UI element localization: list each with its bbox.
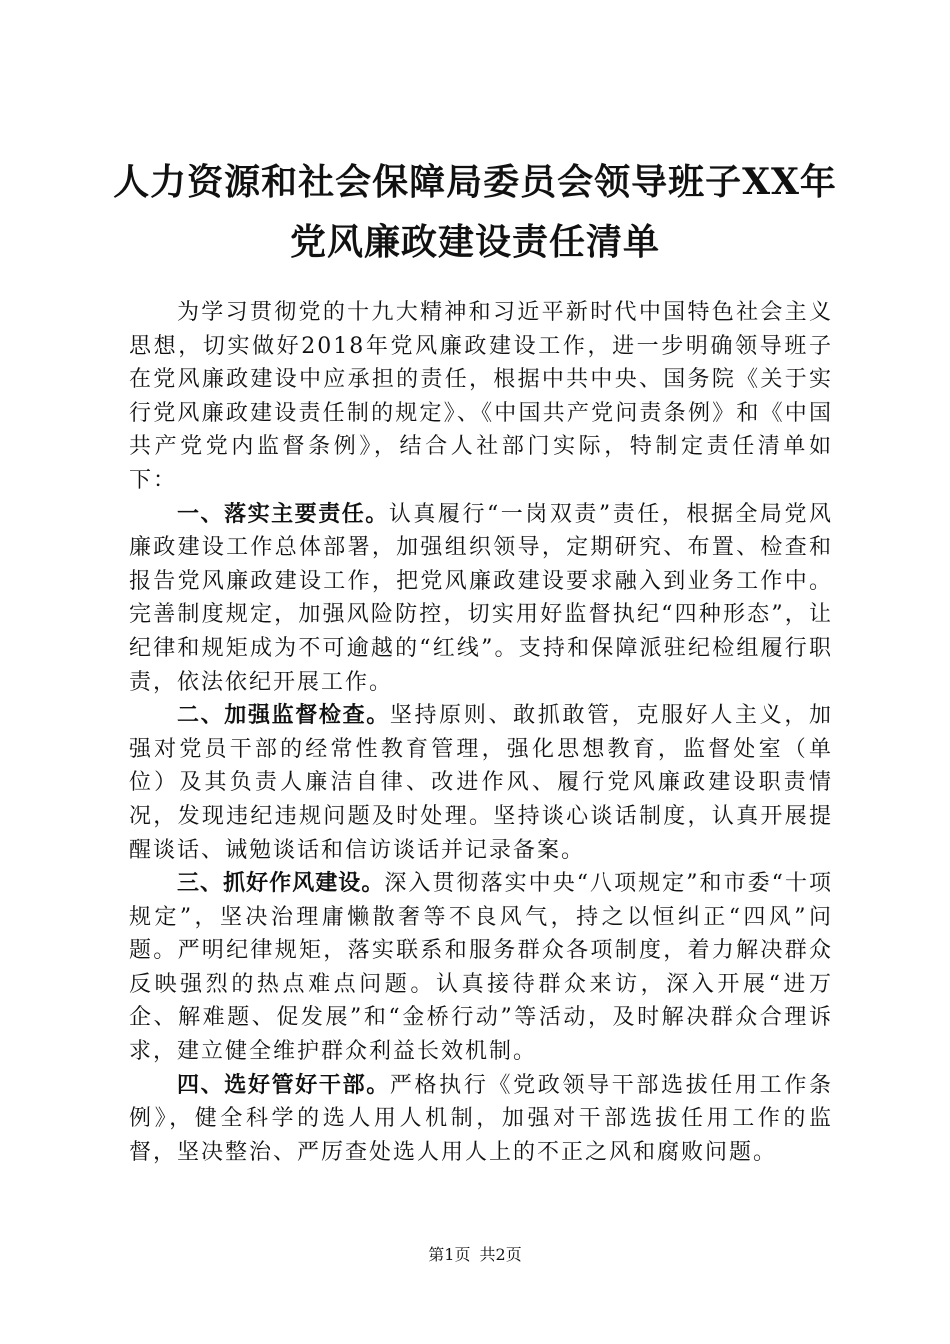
document-body [129, 296, 833, 1169]
section-heading-1: 一、落实主要责任。 [177, 501, 389, 527]
section-text-1: 认真履行“一岗双责”责任，根据全局党风廉政建设工作总体部署，加强组织领导，定期研究、布置、检查和报告党风廉政建设工作，把党风廉政建设要求融入到业务工作中。完善制度规定，加强风险防控，切实用好监督执纪“四种形态”，让纪律和规矩成为不可逾越的“红线”。支持和保障派驻纪检组履行职责，依法依纪开展工作。 [129, 501, 833, 695]
section-heading-3: 三、抓好作风建设。 [177, 871, 385, 897]
page-footer: 第1页 共2页 [428, 1245, 522, 1264]
section-paragraph-3 [129, 867, 833, 1069]
section-text-2: 坚持原则、敢抓敢管，克服好人主义，加强对党员干部的经常性教育管理，强化思想教育，监督处室（单位）及其负责人廉洁自律、改进作风、履行党风廉政建设职责情况，发现违纪违规问题及时处理。坚持谈心谈话制度，认真开展提醒谈话、诫勉谈话和信访谈话并记录备案。 [129, 703, 833, 863]
section-paragraph-2 [129, 699, 833, 867]
document-title-line-2: 党风廉政建设责任清单 [289, 221, 660, 263]
section-text-4: 严格执行《党政领导干部选拔任用工作条例》，健全科学的选人用人机制，加强对干部选拔任用工作的监督，坚决整治、严厉查处选人用人上的不正之风和腐败问题。 [129, 1072, 833, 1165]
section-heading-4: 四、选好管好干部。 [177, 1072, 390, 1098]
section-paragraph-1 [129, 498, 833, 700]
section-heading-2: 二、加强监督检查。 [177, 703, 390, 729]
document-title-line-1: 人力资源和社会保障局委员会领导班子XX年 [113, 161, 837, 203]
section-paragraph-4 [129, 1069, 833, 1170]
section-text-3: 深入贯彻落实中央“八项规定”和市委“十项规定”，坚决治理庸懒散奢等不良风气，持之以恒纠正“四风”问题。严明纪律规矩，落实联系和服务群众各项制度，着力解决群众反映强烈的热点难点问题。认真接待群众来访，深入开展“进万企、解难题、促发展”和“金桥行动”等活动，及时解决群众合理诉求，建立健全维护群众利益长效机制。 [129, 871, 833, 1065]
intro-paragraph: 为学习贯彻党的十九大精神和习近平新时代中国特色社会主义思想，切实做好2018年党风廉政建设工作，进一步明确领导班子在党风廉政建设中应承担的责任，根据中共中央、国务院《关于实行党风廉政建设责任制的规定》、《中国共产党问责条例》和《中国共产党党内监督条例》，结合人社部门实际，特制定责任清单如下： [129, 300, 833, 493]
